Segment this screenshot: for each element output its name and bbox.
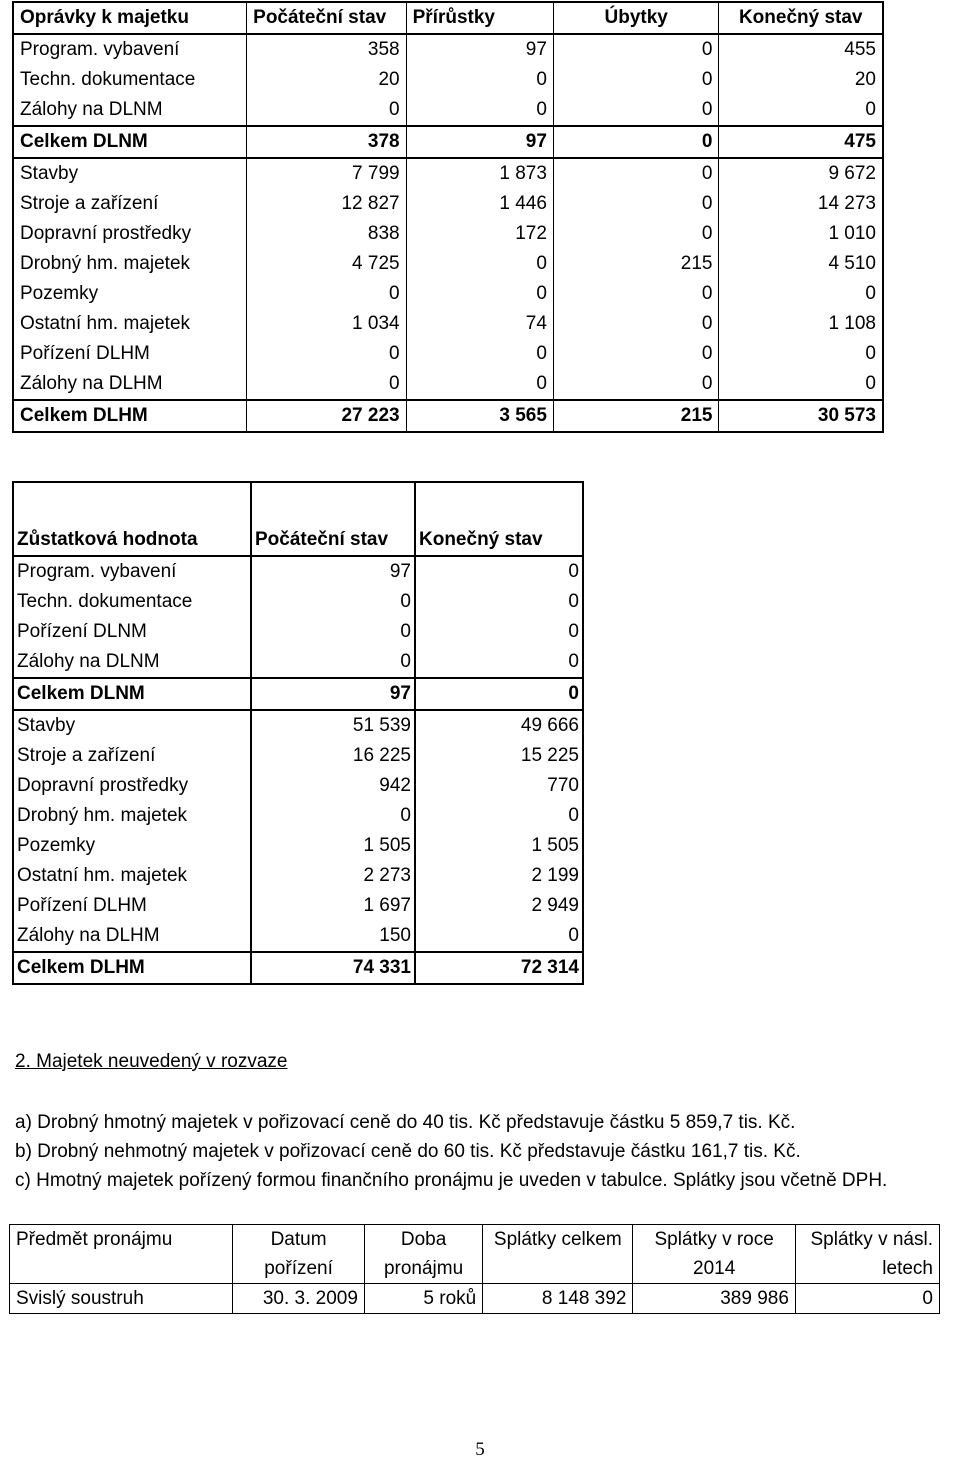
table-row — [13, 126, 883, 158]
value-cell: 215 — [553, 400, 719, 432]
value-cell: 1 697 — [251, 891, 415, 921]
value-cell: 389 986 — [633, 1284, 796, 1314]
table-row — [13, 587, 583, 617]
value-cell: 455 — [844, 39, 876, 60]
row-label: Pořízení DLNM — [13, 617, 251, 647]
value-cell: 0 — [865, 283, 876, 304]
value-cell: 0 — [247, 95, 406, 126]
value-cell: 172 — [406, 219, 553, 249]
value-cell: 1 034 — [247, 309, 406, 339]
row-label: Program. vybavení — [13, 556, 251, 587]
value-cell: 2 949 — [531, 895, 579, 916]
value-cell: 51 539 — [251, 710, 415, 741]
value-cell: 0 — [247, 279, 406, 309]
row-label: Techn. dokumentace — [13, 587, 251, 617]
value-cell: 378 — [247, 126, 406, 158]
row-label: Zálohy na DLHM — [13, 921, 251, 952]
table-row — [10, 1284, 940, 1314]
row-label: Stavby — [13, 710, 251, 741]
column-header: Počáteční stav — [247, 2, 406, 34]
value-cell: 74 — [406, 309, 553, 339]
column-header: Konečný stav — [415, 482, 583, 556]
row-label: Program. vybavení — [13, 34, 247, 65]
table-row — [13, 369, 883, 400]
residual-value-body — [13, 482, 583, 984]
row-label: Stavby — [13, 158, 247, 189]
column-header: Úbytky — [553, 2, 719, 34]
column-header: Přírůstky — [406, 2, 553, 34]
value-cell: 0 — [553, 158, 719, 189]
row-label: Dopravní prostředky — [13, 219, 247, 249]
row-label: Pořízení DLHM — [13, 891, 251, 921]
section-title: 2. Majetek neuvedený v rozvaze — [15, 1051, 288, 1072]
table-row — [13, 771, 583, 801]
value-cell: 215 — [553, 249, 719, 279]
value-cell: 0 — [247, 369, 406, 400]
value-cell: 30 573 — [719, 400, 883, 432]
value-cell: 1 505 — [531, 835, 579, 856]
value-cell: 4 510 — [828, 253, 876, 274]
value-cell: 358 — [247, 34, 406, 65]
row-label: Zálohy na DLHM — [13, 369, 247, 400]
value-cell: 0 — [251, 587, 415, 617]
value-cell: 2 273 — [251, 861, 415, 891]
value-cell: 3 565 — [406, 400, 553, 432]
table-header-row — [13, 2, 883, 34]
value-cell: 14 273 — [817, 193, 876, 214]
column-header: Splátky celkem — [483, 1225, 633, 1284]
column-header: Splátky v násl. letech — [810, 1229, 933, 1279]
value-cell: 5 roků — [364, 1284, 482, 1314]
value-cell: 942 — [251, 771, 415, 801]
value-cell: 0 — [568, 925, 579, 946]
value-cell: 0 — [553, 126, 719, 158]
value-cell: 7 799 — [247, 158, 406, 189]
table-header-row — [13, 482, 583, 556]
table-row — [13, 34, 883, 65]
row-label: Ostatní hm. majetek — [13, 861, 251, 891]
row-label: Drobný hm. majetek — [13, 801, 251, 831]
value-cell: 16 225 — [251, 741, 415, 771]
row-label: Celkem DLHM — [13, 952, 251, 984]
value-cell: 0 — [553, 34, 719, 65]
value-cell: 0 — [251, 617, 415, 647]
table-row — [13, 617, 583, 647]
value-cell: 0 — [553, 279, 719, 309]
table-row — [13, 710, 583, 741]
value-cell: 0 — [553, 65, 719, 95]
table-header-row — [10, 1225, 940, 1284]
value-cell: 0 — [865, 343, 876, 364]
value-cell: 97 — [406, 34, 553, 65]
value-cell: 72 314 — [415, 952, 583, 984]
value-cell: 4 725 — [247, 249, 406, 279]
value-cell: 0 — [795, 1284, 939, 1314]
row-label: Pozemky — [13, 831, 251, 861]
column-header: Konečný stav — [719, 2, 883, 34]
column-header: Datum pořízení — [233, 1225, 365, 1284]
table-row — [13, 65, 883, 95]
table-row — [13, 556, 583, 587]
value-cell: 15 225 — [520, 745, 579, 766]
value-cell: 770 — [547, 775, 579, 796]
value-cell: 1 010 — [828, 223, 876, 244]
value-cell: 2 199 — [531, 865, 579, 886]
value-cell: 0 — [406, 249, 553, 279]
table-row — [13, 921, 583, 952]
row-label: Pořízení DLHM — [13, 339, 247, 369]
value-cell: 0 — [553, 219, 719, 249]
table-row — [13, 189, 883, 219]
accumulated-depreciation-body — [13, 2, 883, 432]
table-row — [13, 647, 583, 678]
table-row — [13, 400, 883, 432]
table-row — [13, 801, 583, 831]
row-label: Techn. dokumentace — [13, 65, 247, 95]
value-cell: 0 — [406, 65, 553, 95]
row-label: Celkem DLHM — [13, 400, 247, 432]
table-row — [13, 158, 883, 189]
value-cell: 0 — [406, 279, 553, 309]
paragraph-b: b) Drobný nehmotný majetek v pořizovací ceně do 60 tis. Kč představuje částku 161,7 tis. Kč. — [15, 1141, 801, 1162]
value-cell: 0 — [251, 801, 415, 831]
value-cell: 0 — [406, 369, 553, 400]
value-cell: 74 331 — [251, 952, 415, 984]
row-label: Pozemky — [13, 279, 247, 309]
value-cell: 0 — [415, 678, 583, 710]
table-row — [13, 952, 583, 984]
value-cell: 8 148 392 — [483, 1284, 633, 1314]
column-header: Počáteční stav — [251, 482, 415, 556]
value-cell: 27 223 — [247, 400, 406, 432]
paragraph-c: c) Hmotný majetek pořízený formou finančního pronájmu je uveden v tabulce. Splátky jsou včetně DPH. — [15, 1170, 888, 1191]
column-header: Oprávky k majetku — [13, 2, 247, 34]
value-cell: 0 — [406, 339, 553, 369]
page-number: 5 — [475, 1439, 485, 1460]
value-cell: 475 — [719, 126, 883, 158]
table-row — [13, 831, 583, 861]
column-header: Zůstatková hodnota — [13, 482, 251, 556]
value-cell: 838 — [247, 219, 406, 249]
value-cell: 0 — [568, 651, 579, 672]
table-row — [13, 249, 883, 279]
value-cell: 1 446 — [406, 189, 553, 219]
value-cell: 20 — [247, 65, 406, 95]
value-cell: 0 — [568, 805, 579, 826]
table-row — [13, 339, 883, 369]
value-cell: 0 — [247, 339, 406, 369]
value-cell: 0 — [865, 373, 876, 394]
residual-value-table — [12, 481, 584, 985]
value-cell: 30. 3. 2009 — [233, 1284, 365, 1314]
table-row — [13, 861, 583, 891]
table-row — [13, 891, 583, 921]
value-cell: 20 — [854, 69, 876, 90]
row-label: Ostatní hm. majetek — [13, 309, 247, 339]
paragraph-a: a) Drobný hmotný majetek v pořizovací ceně do 40 tis. Kč představuje částku 5 859,7 tis. Kč. — [15, 1112, 796, 1133]
column-header: Doba pronájmu — [364, 1225, 482, 1284]
value-cell: 97 — [251, 678, 415, 710]
table-row — [13, 219, 883, 249]
value-cell: 0 — [251, 647, 415, 678]
row-label: Zálohy na DLNM — [13, 647, 251, 678]
row-label: Stroje a zařízení — [13, 189, 247, 219]
value-cell: 0 — [568, 591, 579, 612]
row-label: Celkem DLNM — [13, 678, 251, 710]
value-cell: 0 — [553, 189, 719, 219]
row-label: Zálohy na DLNM — [13, 95, 247, 126]
value-cell: 0 — [406, 95, 553, 126]
table-row — [13, 741, 583, 771]
finance-lease-table — [9, 1224, 940, 1314]
table-row — [13, 95, 883, 126]
value-cell: 97 — [251, 556, 415, 587]
value-cell: 1 873 — [406, 158, 553, 189]
row-label: Drobný hm. majetek — [13, 249, 247, 279]
value-cell: 49 666 — [520, 715, 579, 736]
accumulated-depreciation-table — [12, 1, 884, 433]
value-cell: 9 672 — [828, 163, 876, 184]
value-cell: 0 — [553, 309, 719, 339]
row-label: Dopravní prostředky — [13, 771, 251, 801]
value-cell: 97 — [406, 126, 553, 158]
column-header: Předmět pronájmu — [10, 1225, 233, 1284]
value-cell: 0 — [553, 339, 719, 369]
value-cell: 0 — [553, 95, 719, 126]
table-row — [13, 309, 883, 339]
value-cell: 150 — [251, 921, 415, 952]
value-cell: 0 — [865, 99, 876, 120]
value-cell: 0 — [568, 561, 579, 582]
row-label: Svislý soustruh — [10, 1284, 233, 1314]
column-header: Splátky v roce 2014 — [633, 1225, 796, 1284]
row-label: Celkem DLNM — [13, 126, 247, 158]
value-cell: 0 — [553, 369, 719, 400]
value-cell: 1 505 — [251, 831, 415, 861]
value-cell: 0 — [568, 621, 579, 642]
value-cell: 12 827 — [247, 189, 406, 219]
value-cell: 1 108 — [828, 313, 876, 334]
row-label: Stroje a zařízení — [13, 741, 251, 771]
finance-lease-body — [10, 1225, 940, 1314]
table-row — [13, 279, 883, 309]
table-row — [13, 678, 583, 710]
